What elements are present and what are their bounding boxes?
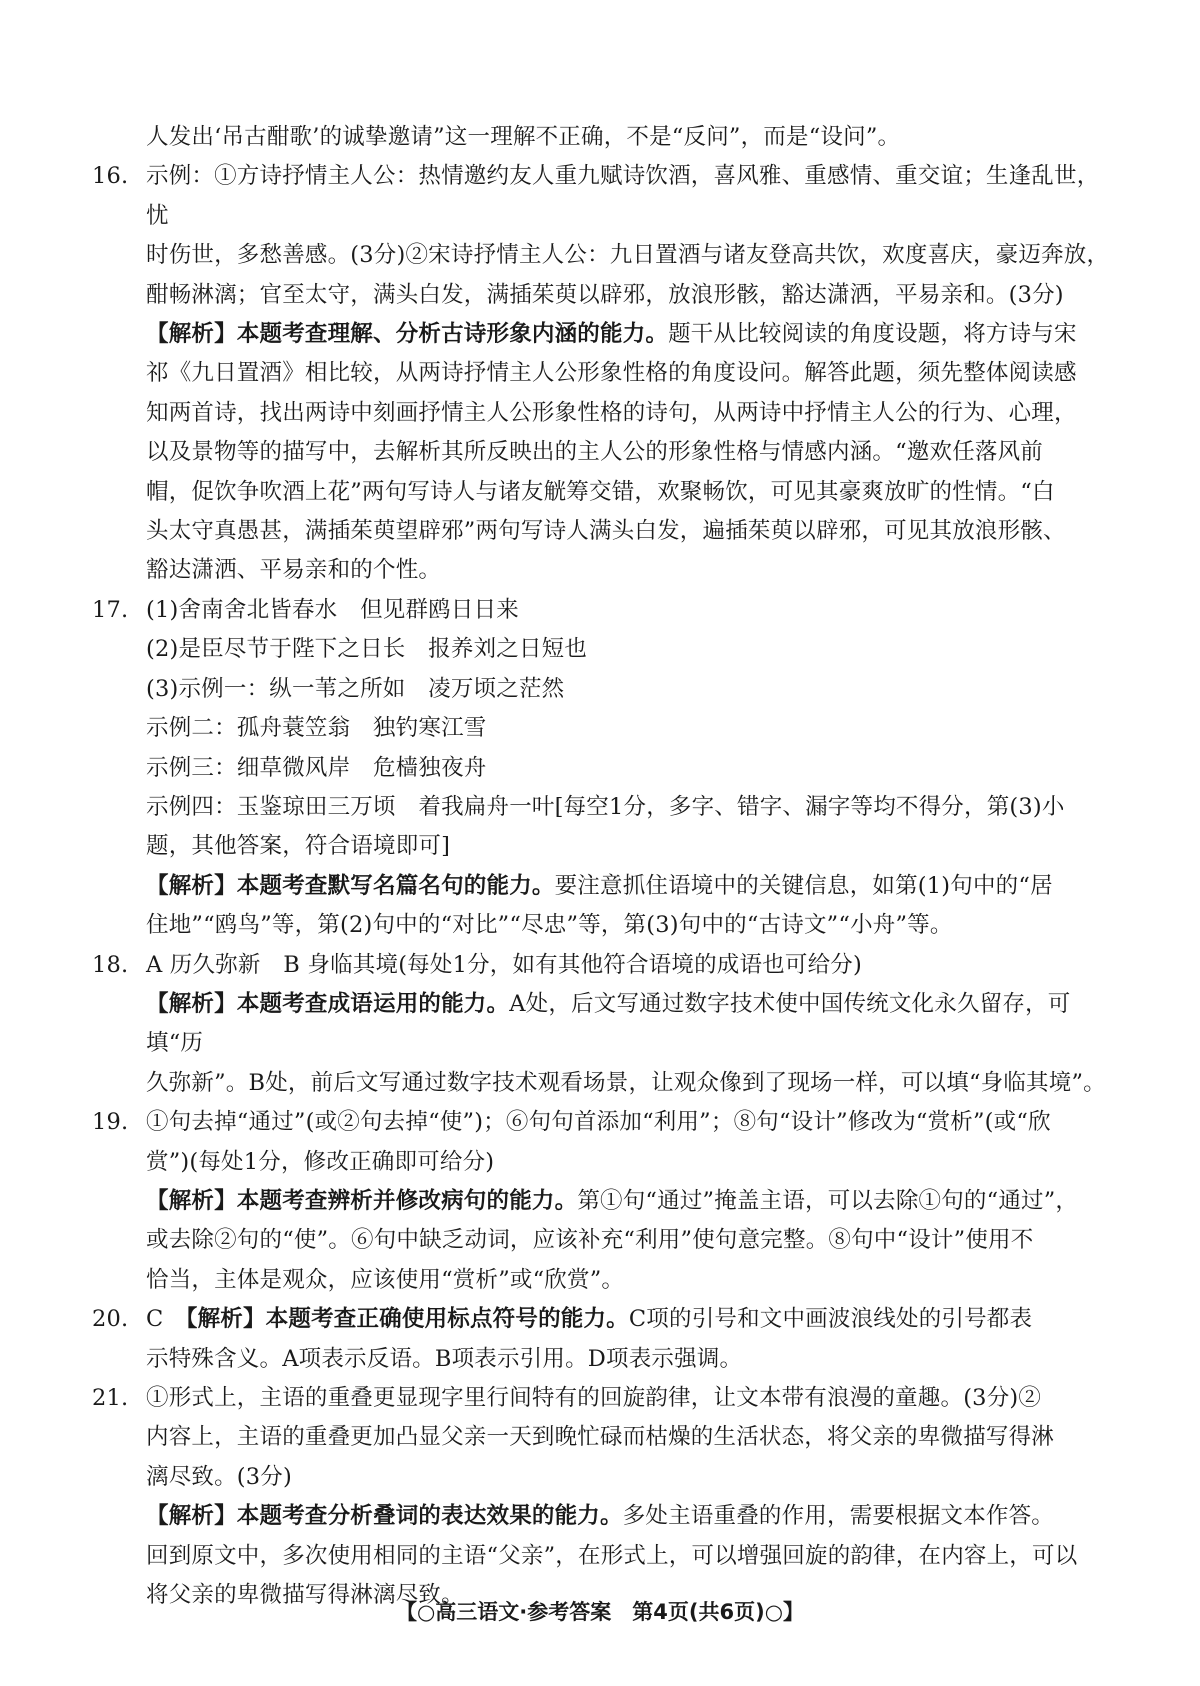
answer-content — [92, 118, 1112, 1615]
answer-line: 示例三：细草微风岸 危樯独夜舟 — [146, 754, 487, 781]
analysis-line: 回到原文中，多次使用相同的主语“父亲”，在形式上，可以增强回旋的韵律，在内容上，可以 — [146, 1542, 1078, 1569]
analysis-text: A处，后文写通过数字技术使中国传统文化永久留存，可填“历 — [146, 990, 1071, 1057]
analysis-line: 祁《九日置酒》相比较，从两诗抒情主人公形象性格的角度设问。解答此题，须先整体阅读感 — [146, 360, 1077, 387]
question-number: 20. — [92, 1306, 129, 1333]
analysis-paragraph — [146, 1300, 1112, 1339]
answer-line: 示例二：孤舟蓑笠翁 独钓寒江雪 — [146, 715, 487, 742]
answer-line: 时伤世，多愁善感。(3分)②宋诗抒情主人公：九日置酒与诸友登高共饮，欢度喜庆，豪迈奔放， — [146, 242, 1110, 269]
question-17-body — [146, 591, 1112, 946]
question-number: 16. — [92, 163, 129, 190]
question-18-body — [146, 946, 1112, 1104]
answer-line: A 历久弥新 B 身临其境(每处1分，如有其他符合语境的成语也可给分) — [146, 951, 862, 978]
page-footer: 【○高三语文·参考答案 第4页(共6页)○】 — [395, 1600, 805, 1624]
question-16 — [92, 157, 1112, 590]
analysis-line: 以及景物等的描写中，去解析其所反映出的主人公的形象性格与情感内涵。“邀欢任落风前 — [146, 439, 1044, 466]
analysis-label: 【解析】本题考查成语运用的能力。 — [146, 990, 510, 1017]
question-20-body — [146, 1300, 1112, 1379]
analysis-text: 多处主语重叠的作用，需要根据文本作答。 — [622, 1503, 1055, 1530]
analysis-line: 住地”“鸥鸟”等，第(2)句中的“对比”“尽忠”等，第(3)句中的“古诗文”“小舟”等。 — [146, 912, 953, 939]
q15-continuation: 人发出‘吊古酣歌’的诚挚邀请”这一理解不正确，不是“反问”，而是“设问”。 — [146, 124, 901, 150]
analysis-paragraph — [146, 315, 1112, 354]
answer-line: (1)舍南舍北皆春水 但见群鸥日日来 — [146, 596, 519, 623]
answer-line: 示例四：玉鉴琼田三万顷 着我扁舟一叶[每空1分，多字、错字、漏字等均不得分，第(3)小 — [146, 793, 1065, 820]
answer-line: (2)是臣尽节于陛下之日长 报养刘之日短也 — [146, 636, 588, 663]
answer-choice: C — [146, 1306, 187, 1333]
analysis-label: 【解析】本题考查默写名篇名句的能力。 — [146, 872, 555, 899]
analysis-label: 【解析】本题考查辨析并修改病句的能力。 — [146, 1187, 578, 1214]
question-16-body — [146, 157, 1112, 590]
analysis-text: 要注意抓住语境中的关键信息，如第(1)句中的“居 — [554, 872, 1053, 899]
question-19 — [92, 1103, 1112, 1300]
question-number: 19. — [92, 1109, 129, 1136]
analysis-label: 【解析】本题考查正确使用标点符号的能力。 — [186, 1306, 629, 1333]
analysis-label: 【解析】本题考查分析叠词的表达效果的能力。 — [146, 1503, 623, 1530]
question-18 — [92, 946, 1112, 1104]
analysis-text: 第①句“通过”掩盖主语，可以去除①句的“通过”， — [577, 1187, 1079, 1214]
analysis-line: 帽，促饮争吹酒上花”两句写诗人与诸友觥筹交错，欢聚畅饮，可见其豪爽放旷的性情。“白 — [146, 478, 1055, 505]
question-21 — [92, 1379, 1112, 1615]
analysis-paragraph — [146, 1182, 1112, 1221]
analysis-text: C项的引号和文中画波浪线处的引号都表 — [628, 1306, 1033, 1333]
answer-line: (3)示例一：纵一苇之所如 凌万顷之茫然 — [146, 675, 565, 702]
question-19-body — [146, 1103, 1112, 1300]
answer-line: ①句去掉“通过”(或②句去掉“使”)；⑥句句首添加“利用”；⑧句“设计”修改为“赏析”(或“欣 — [146, 1109, 1051, 1136]
question-17 — [92, 591, 1112, 946]
question-number: 21. — [92, 1385, 129, 1411]
analysis-line: 头太守真愚甚，满插茱萸望辟邪”两句写诗人满头白发，遍插茱萸以辟邪，可见其放浪形骸、 — [146, 518, 1066, 545]
analysis-paragraph — [146, 985, 1112, 1064]
analysis-line: 恰当，主体是观众，应该使用“赏析”或“欣赏”。 — [146, 1266, 625, 1293]
analysis-text: 题干从比较阅读的角度设题，将方诗与宋 — [668, 321, 1077, 348]
analysis-paragraph — [146, 867, 1112, 906]
answer-line: 内容上，主语的重叠更加凸显父亲一天到晚忙碌而枯燥的生活状态，将父亲的卑微描写得淋 — [146, 1424, 1055, 1451]
analysis-paragraph — [146, 1497, 1112, 1536]
question-20 — [92, 1300, 1112, 1379]
question-number: 18. — [92, 951, 129, 978]
answer-line: 赏”)(每处1分，修改正确即可给分) — [146, 1148, 495, 1175]
question-21-body — [146, 1379, 1112, 1615]
analysis-line: 豁达潇洒、平易亲和的个性。 — [146, 557, 442, 584]
analysis-line: 将父亲的卑微描写得淋漓尽致。 — [146, 1582, 464, 1609]
answer-line: 酣畅淋漓；官至太守，满头白发，满插茱萸以辟邪，放浪形骸，豁达潇洒，平易亲和。(3分) — [146, 281, 1064, 308]
analysis-line: 示特殊含义。A项表示反语。B项表示引用。D项表示强调。 — [146, 1345, 743, 1372]
answer-line: 漓尽致。(3分) — [146, 1463, 292, 1490]
analysis-line: 久弥新”。B处，前后文写通过数字技术观看场景，让观众像到了现场一样，可以填“身临其境”。 — [146, 1069, 1106, 1096]
analysis-line: 知两首诗，找出两诗中刻画抒情主人公形象性格的诗句，从两诗中抒情主人公的行为、心理， — [146, 399, 1077, 426]
answer-line: 示例：①方诗抒情主人公：热情邀约友人重九赋诗饮酒，喜风雅、重感情、重交谊；生逢乱世，忧 — [146, 163, 1100, 229]
answer-line: 题，其他答案，符合语境即可] — [146, 833, 451, 860]
analysis-label: 【解析】本题考查理解、分析古诗形象内涵的能力。 — [146, 321, 669, 348]
analysis-line: 或去除②句的“使”。⑥句中缺乏动词，应该补充“利用”使句意完整。⑧句中“设计”使用不 — [146, 1227, 1034, 1254]
answer-line: ①形式上，主语的重叠更显现字里行间特有的回旋韵律，让文本带有浪漫的童趣。(3分)② — [146, 1385, 1042, 1411]
question-number: 17. — [92, 596, 129, 623]
